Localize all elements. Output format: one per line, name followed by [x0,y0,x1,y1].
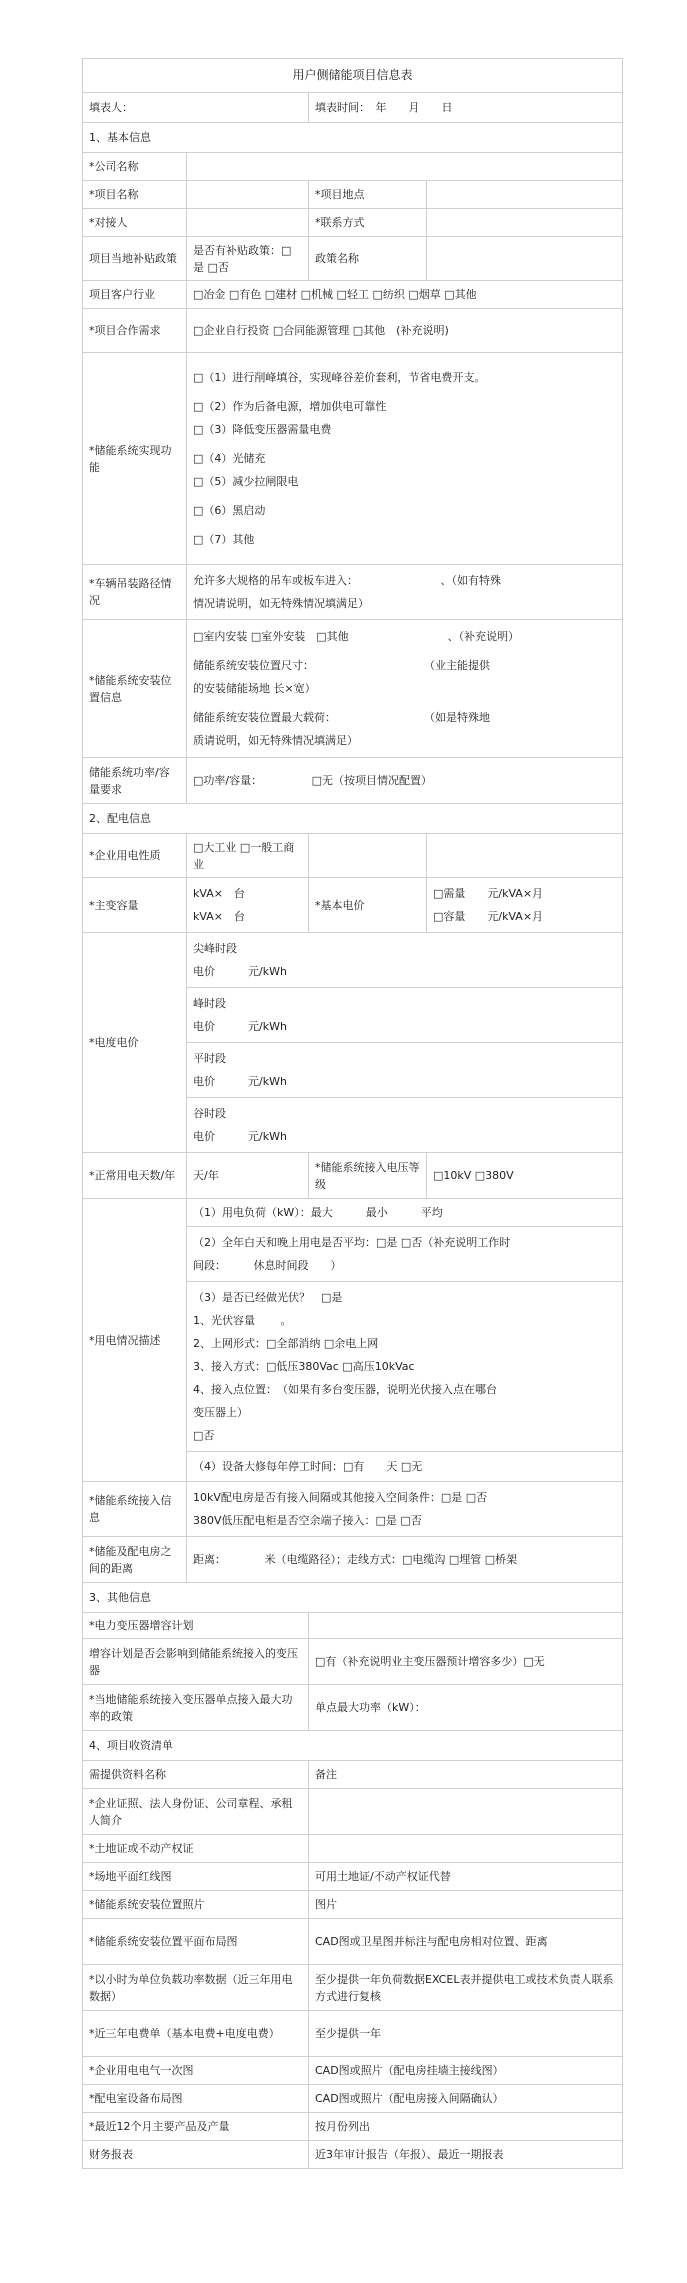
distance-options[interactable]: 距离： 米（电缆路径）；走线方式：□电缆沟 □埋管 □桥架 [187,1537,623,1583]
industry-label: 项目客户行业 [83,281,187,309]
install-line-5: 质请说明，如无特殊情况填满足） [193,734,358,747]
company-name-label: *公司名称 [83,153,187,181]
price-label: *电度电价 [83,933,187,1153]
access-info-10kv[interactable]: 10kV配电房是否有接入间隔或其他接入空间条件：□是 □否 [193,1491,488,1504]
form-table [82,58,623,2169]
list-item-name: *场地平面红线图 [83,1863,309,1891]
valley-price[interactable]: 电价 元/kWh [193,1130,287,1143]
install-line-2: 储能系统安装位置尺寸： （业主能提供 [193,659,490,672]
nature-extra-2[interactable] [427,834,623,878]
fill-time-field[interactable]: 填表时间： 年 月 日 [309,93,623,123]
usage-balance-line-1[interactable]: （2）全年白天和晚上用电是否平均：□是 □否（补充说明工作时 [193,1236,511,1249]
list-item-remark[interactable] [309,1835,623,1863]
nature-label: *企业用电性质 [83,834,187,878]
crane-label: *车辆吊装路径情况 [83,565,187,620]
trans-label: *主变容量 [83,878,187,933]
basic-fee-options[interactable] [427,878,623,933]
function-options[interactable] [187,353,623,565]
list-item-remark[interactable]: 至少提供一年负荷数据EXCEL表并提供电工或技术负责人联系方式进行复核 [309,1965,623,2011]
list-item-remark[interactable]: 至少提供一年 [309,2011,623,2057]
list-item-name: *近三年电费单（基本电费+电度电费） [83,2011,309,2057]
list-item-remark[interactable]: CAD图或卫星图并标注与配电房相对位置、距离 [309,1919,623,1965]
subsidy-options[interactable]: 是否有补贴政策：□是 □否 [187,237,309,281]
section-other-info: 3、其他信息 [83,1583,623,1613]
basic-fee-label: *基本电价 [309,878,427,933]
usage-pv-question[interactable]: （3）是否已经做光伏？ □是 [193,1291,343,1304]
coop-label: *项目合作需求 [83,309,187,353]
crane-line-1: 允许多大规格的吊车或板车进入： 、（如有特殊 [193,574,501,587]
form-title: 用户侧储能项目信息表 [83,59,623,93]
policy-name-label: 政策名称 [309,237,427,281]
usage-pv[interactable] [187,1282,623,1452]
contact-method-label: *联系方式 [309,209,427,237]
expand-plan-blank[interactable] [309,1613,623,1639]
company-name-input[interactable] [187,153,623,181]
power-options[interactable]: □功率/容量： □无（按项目情况配置） [187,758,623,804]
peak-top-label: 尖峰时段 [193,942,237,955]
function-option-4[interactable]: □（4）光储充 [193,452,266,465]
trans-input[interactable] [187,878,309,933]
info-form [82,58,622,2169]
project-location-input[interactable] [427,181,623,209]
function-option-3[interactable]: □（3）降低变压器需量电费 [193,423,332,436]
list-item-remark[interactable]: 近3年审计报告（年报）、最近一期报表 [309,2141,623,2169]
function-option-2[interactable]: □（2）作为后备电源，增加供电可靠性 [193,400,387,413]
valley-row[interactable] [187,1098,623,1153]
section-document-list: 4、项目收资清单 [83,1731,623,1761]
contact-input[interactable] [187,209,309,237]
usage-pv-grid-mode[interactable]: 2、上网形式：□全部消纳 □余电上网 [193,1337,379,1350]
policy-name-input[interactable] [427,237,623,281]
trans-line-1: kVA× 台 [193,887,245,900]
install-label: *储能系统安装位置信息 [83,620,187,758]
function-label: *储能系统实现功能 [83,353,187,565]
industry-options[interactable]: □冶金 □有色 □建材 □机械 □轻工 □纺织 □烟草 □其他 [187,281,623,309]
peak-price[interactable]: 电价 元/kWh [193,1020,287,1033]
subsidy-label: 项目当地补贴政策 [83,237,187,281]
list-item-name: *以小时为单位负载功率数据（近三年用电数据） [83,1965,309,2011]
access-info-label: *储能系统接入信息 [83,1482,187,1537]
trans-line-2: kVA× 台 [193,910,245,923]
list-item-remark[interactable]: 图片 [309,1891,623,1919]
peak-top-price[interactable]: 电价 元/kWh [193,965,287,978]
usage-pv-access-point: 4、接入点位置： （如果有多台变压器，说明光伏接入点在哪台 [193,1383,497,1396]
col-header-remark: 备注 [309,1761,623,1789]
usage-balance-line-2: 间段： 休息时间段 ） [193,1259,342,1272]
valley-label: 谷时段 [193,1107,226,1120]
list-item-name: *企业证照、法人身份证、公司章程、承租人简介 [83,1789,309,1835]
install-line-3: 的安装储能场地 长×宽） [193,682,316,695]
usage-pv-capacity: 1、光伏容量 。 [193,1314,292,1327]
list-item-name: *配电室设备布局图 [83,2085,309,2113]
list-item-remark[interactable]: CAD图或照片（配电房挂墙主接线图） [309,2057,623,2085]
install-field[interactable] [187,620,623,758]
nature-options[interactable]: □大工业 □一般工商业 [187,834,309,878]
project-name-label: *项目名称 [83,181,187,209]
usage-pv-no[interactable]: □否 [193,1429,215,1442]
install-line-1[interactable]: □室内安装 □室外安装 □其他 、（补充说明） [193,630,520,643]
usage-load[interactable]: （1）用电负荷（kW）：最大 最小 平均 [187,1199,623,1227]
usage-maintenance[interactable]: （4）设备大修每年停工时间：□有 天 □无 [187,1452,623,1482]
flat-price[interactable]: 电价 元/kWh [193,1075,287,1088]
peak-label: 峰时段 [193,997,226,1010]
section-basic-info: 1、基本信息 [83,123,623,153]
access-info-380v[interactable]: 380V低压配电柜是否空余端子接入：□是 □否 [193,1514,422,1527]
contact-method-input[interactable] [427,209,623,237]
basic-fee-demand[interactable]: □需量 元/kVA×月 [433,887,544,900]
expand-answer[interactable]: □有（补充说明业主变压器预计增容多少）□无 [309,1639,623,1685]
days-input[interactable]: 天/年 [187,1153,309,1199]
expand-question: 增容计划是否会影响到储能系统接入的变压器 [83,1639,309,1685]
distance-label: *储能及配电房之间的距离 [83,1537,187,1583]
filler-field[interactable]: 填表人： [83,93,309,123]
days-label: *正常用电天数/年 [83,1153,187,1199]
nature-extra[interactable] [309,834,427,878]
expand-plan-label: *电力变压器增容计划 [83,1613,309,1639]
usage-pv-access-point-cont: 变压器上） [193,1406,248,1419]
access-info-options[interactable] [187,1482,623,1537]
usage-label: *用电情况描述 [83,1199,187,1482]
contact-label: *对接人 [83,209,187,237]
peak-top-row[interactable] [187,933,623,988]
project-name-input[interactable] [187,181,309,209]
list-item-remark[interactable] [309,1789,623,1835]
col-header-name: 需提供资料名称 [83,1761,309,1789]
list-item-remark[interactable]: 可用土地证/不动产权证代替 [309,1863,623,1891]
policy-question: *当地储能系统接入变压器单点接入最大功率的政策 [83,1685,309,1731]
flat-row[interactable] [187,1043,623,1098]
access-voltage-label: *储能系统接入电压等级 [309,1153,427,1199]
list-item-name: *储能系统安装位置照片 [83,1891,309,1919]
project-location-label: *项目地点 [309,181,427,209]
coop-options[interactable]: □企业自行投资 □合同能源管理 □其他 (补充说明) [187,309,623,353]
function-option-1[interactable]: □（1）进行削峰填谷，实现峰谷差价套利，节省电费开支。 [193,371,486,384]
crane-field[interactable] [187,565,623,620]
install-line-4: 储能系统安装位置最大载荷： （如是特殊地 [193,711,490,724]
access-voltage-options[interactable]: □10kV □380V [427,1153,623,1199]
peak-row[interactable] [187,988,623,1043]
usage-pv-access-mode[interactable]: 3、接入方式：□低压380Vac □高压10kVac [193,1360,415,1373]
function-option-7[interactable]: □（7）其他 [193,533,255,546]
list-item-name: *企业用电电气一次图 [83,2057,309,2085]
list-item-name: *土地证或不动产权证 [83,1835,309,1863]
list-item-name: *储能系统安装位置平面布局图 [83,1919,309,1965]
power-label: 储能系统功率/容量要求 [83,758,187,804]
function-option-5[interactable]: □（5）减少拉闸限电 [193,475,299,488]
policy-answer[interactable]: 单点最大功率（kW）： [309,1685,623,1731]
usage-balance[interactable] [187,1227,623,1282]
flat-label: 平时段 [193,1052,226,1065]
function-option-6[interactable]: □（6）黑启动 [193,504,266,517]
list-item-remark[interactable]: 按月份列出 [309,2113,623,2141]
list-item-remark[interactable]: CAD图或照片（配电房接入间隔确认） [309,2085,623,2113]
list-item-name: 财务报表 [83,2141,309,2169]
basic-fee-capacity[interactable]: □容量 元/kVA×月 [433,910,544,923]
list-item-name: *最近12个月主要产品及产量 [83,2113,309,2141]
section-distribution-info: 2、配电信息 [83,804,623,834]
crane-line-2: 情况请说明，如无特殊情况填满足） [193,597,369,610]
